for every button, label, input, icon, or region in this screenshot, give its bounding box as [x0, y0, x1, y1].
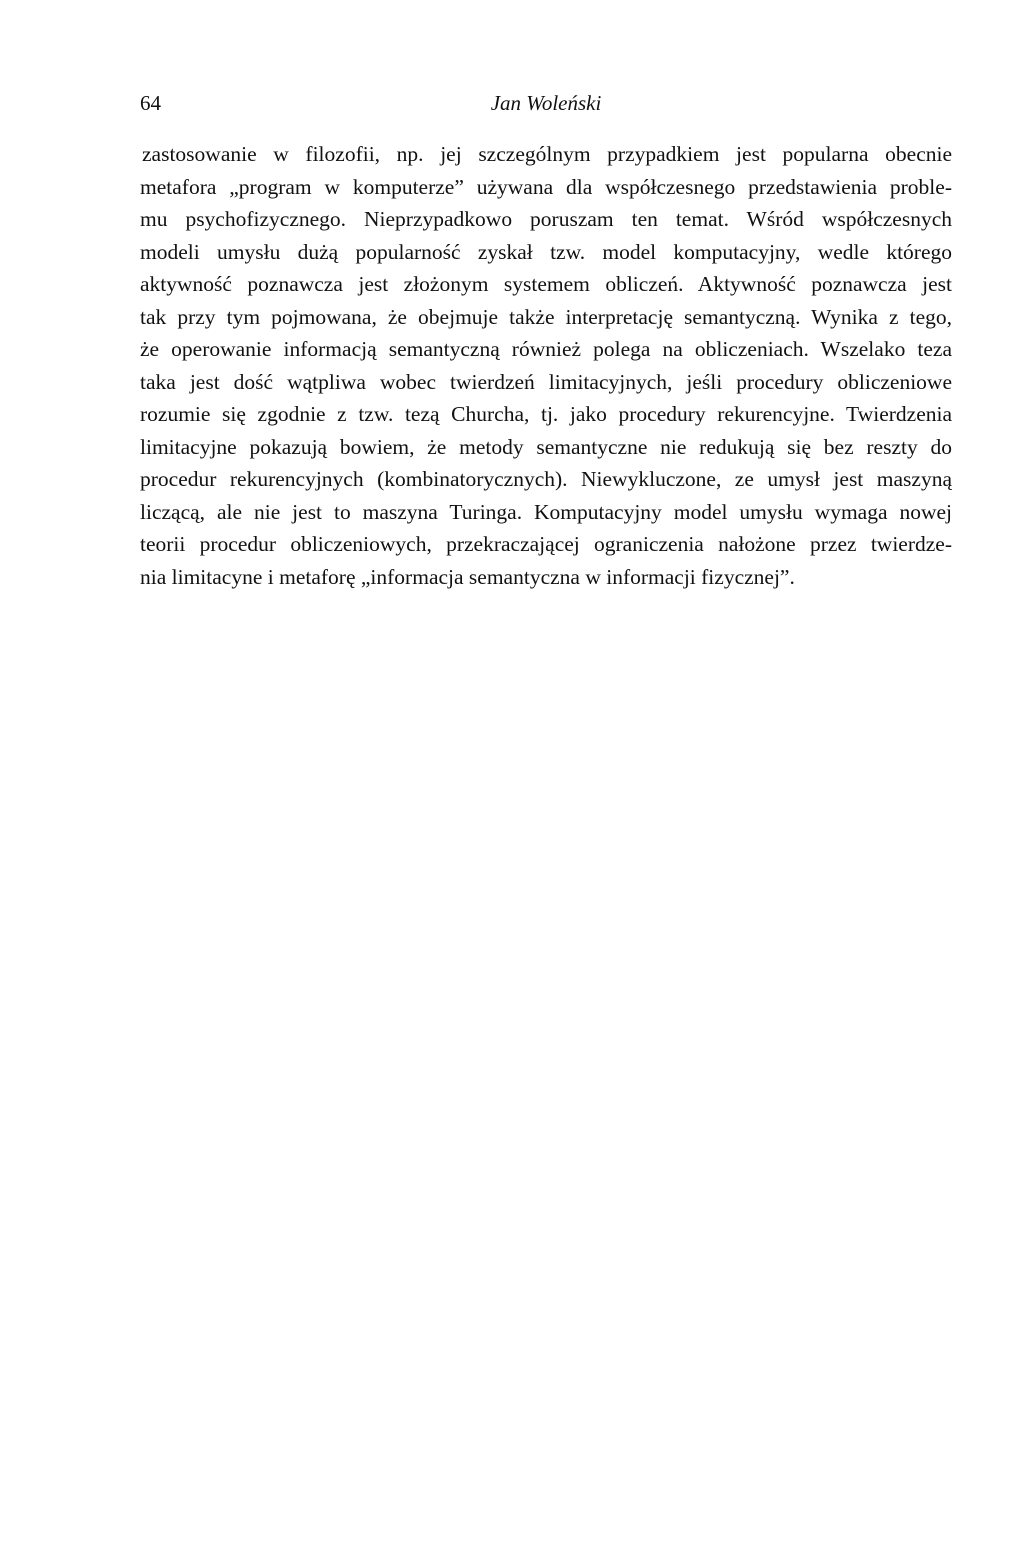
text-line: limitacyjne pokazują bowiem, że metody semantyczne nie redukują się bez reszty do	[140, 434, 952, 459]
body-paragraph	[140, 138, 952, 593]
text-line: modeli umysłu dużą popularność zyskał tzw. model komputacyjny, wedle którego	[140, 239, 952, 264]
text-line: teorii procedur obliczeniowych, przekraczającej ograniczenia nałożone przez twierdze-	[140, 532, 952, 556]
text-line: zastosowanie w filozofii, np. jej szczególnym przypadkiem jest popularna obecnie	[142, 142, 952, 166]
text-line: metafora „program w komputerze” używana dla współczesnego przedstawienia proble-	[140, 174, 952, 199]
text-line: tak przy tym pojmowana, że obejmuje także interpretację semantyczną. Wynika z tego,	[140, 304, 952, 329]
text-line: procedur rekurencyjnych (kombinatorycznych). Niewykluczone, ze umysł jest maszyną	[140, 467, 952, 491]
text-line: rozumie się zgodnie z tzw. tezą Churcha, tj. jako procedury rekurencyjne. Twierdzenia	[140, 402, 952, 426]
text-line: że operowanie informacją semantyczną również polega na obliczeniach. Wszelako teza	[140, 337, 952, 361]
page-number: 64	[140, 91, 161, 115]
running-head	[140, 86, 952, 120]
text-line: mu psychofizycznego. Nieprzypadkowo poruszam ten temat. Wśród współczesnych	[140, 207, 952, 231]
text-line: taka jest dość wątpliwa wobec twierdzeń limitacyjnych, jeśli procedury obliczeniowe	[140, 369, 952, 394]
text-line: aktywność poznawcza jest złożonym systemem obliczeń. Aktywność poznawcza jest	[140, 272, 952, 296]
text-line: nia limitacyne i metaforę „informacja semantyczna w informacji fizycznej”.	[140, 564, 795, 589]
running-head-author: Jan Woleński	[490, 91, 602, 115]
text-line: liczącą, ale nie jest to maszyna Turinga. Komputacyjny model umysłu wymaga nowej	[140, 499, 952, 524]
